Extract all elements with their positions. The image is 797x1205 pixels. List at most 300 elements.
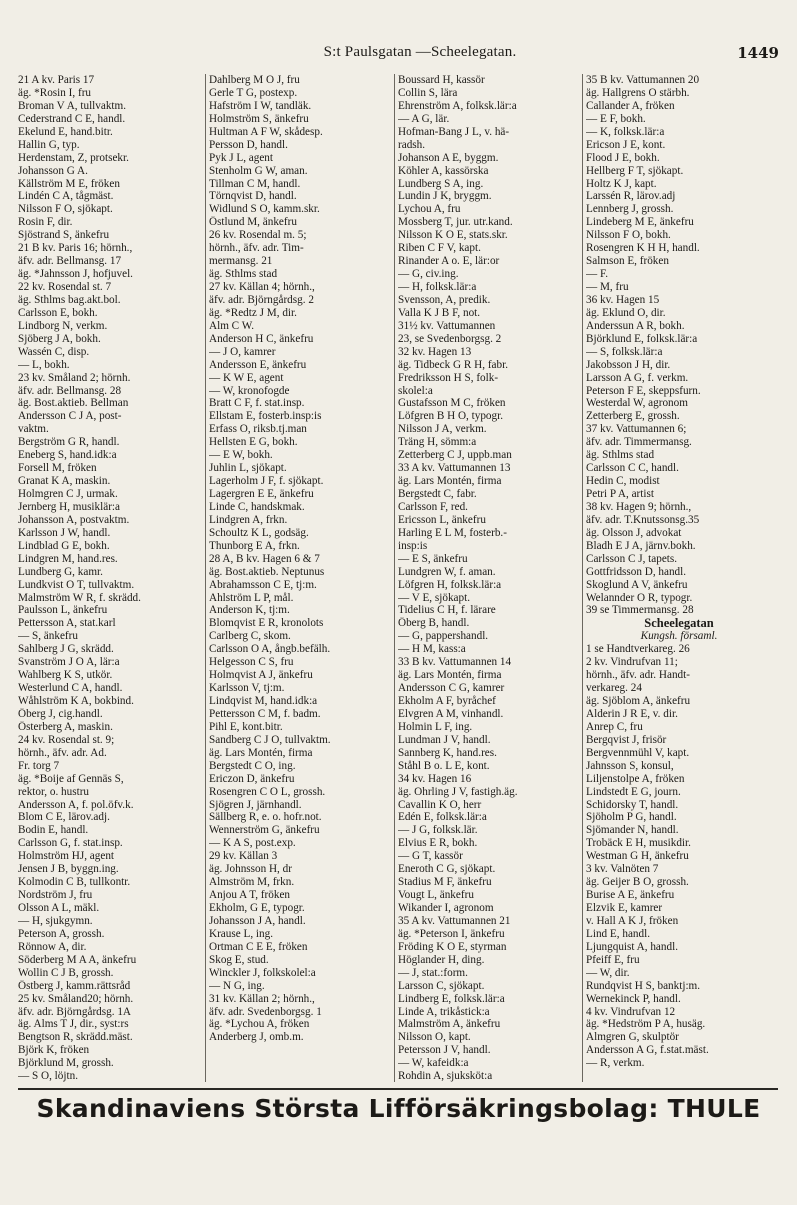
directory-entry: 28 A, B kv. Hagen 6 & 7 [209,552,320,565]
directory-entry: Holmström S, änkefru [209,112,309,125]
directory-entry: Skog E, stud. [209,953,269,966]
directory-entry: skolel:a [398,384,433,397]
directory-entry: Elvius E R, bokh. [398,837,478,850]
page-number: 1449 [737,44,779,62]
directory-entry: Fröding K O E, styrman [398,940,507,953]
directory-entry: Löfgren B H O, typogr. [398,410,504,423]
directory-entry: 34 kv. Hagen 16 [398,772,472,785]
directory-entry: 35 A kv. Vattumannen 21 [398,914,511,927]
directory-entry: Lennberg J, grossh. [586,203,674,216]
directory-entry: — E W, bokh. [209,449,273,462]
directory-entry: Hallin G, typ. [18,138,80,151]
directory-entry: äg. *Lychou A, fröken [209,1018,310,1031]
directory-entry: äfv. adr. Björngårdsg. 2 [209,293,314,306]
column-4 [582,74,772,1082]
directory-entry: Bengtson R, skrädd.mäst. [18,1031,133,1044]
directory-entry: äg. *Hedström P A, husäg. [586,1018,706,1031]
directory-entry: 27 kv. Källan 4; hörnh., [209,281,315,293]
directory-entry: Lind E, handl. [586,927,651,940]
directory-entry: Källström M E, fröken [18,177,120,190]
directory-entry: Löfgren H, folksk.lär:a [398,578,502,591]
directory-entry: äg. Sthlms bag.akt.bol. [18,293,121,306]
directory-entry: Nordström J, fru [18,889,93,902]
directory-entry: 23 kv. Småland 2; hörnh. [18,371,131,384]
directory-entry: Broman V A, tullvaktm. [18,99,127,112]
directory-entry: Lundin J K, bryggm. [398,190,492,203]
directory-entry: 22 kv. Rosendal st. 7 [18,281,112,293]
directory-entry: Holmgren C J, urmak. [18,488,118,500]
directory-entry: — K A S, post.exp. [209,837,296,850]
directory-entry: Bergstedt C, fabr. [398,488,477,500]
directory-entry: 23, se Svedenborgsg. 2 [398,332,502,345]
directory-entry: Carlberg C, skom. [209,630,291,643]
directory-entry: Andersson A G, f.stat.mäst. [586,1044,709,1057]
directory-entry: Söderberg M A A, änkefru [18,953,137,966]
directory-entry: 33 B kv. Vattumannen 14 [398,656,512,669]
footer-advertisement: Skandinaviens Största Lifförsäkringsbolag: THULE [36,1094,761,1123]
directory-entry: äg. Sjöblom A, änkefru [586,695,691,707]
directory-entry: Forsell M, fröken [18,462,97,475]
directory-entry: Ekelund E, hand.bitr. [18,125,113,138]
directory-entry: — J O, kamrer [209,345,276,358]
directory-entry: Burise A E, änkefru [586,889,675,902]
directory-entry: Holmström HJ, agent [18,850,115,863]
directory-entry: Kolmodin C B, tullkontr. [18,876,131,889]
directory-entry: äg. Bost.aktieb. Bellman [18,397,129,410]
directory-entry: Rosengren C O L, grossh. [209,785,326,798]
directory-entry: äfv. adr. Bellmansg. 17 [18,255,122,268]
directory-entry: Bergvennmühl V, kapt. [586,746,690,759]
directory-entry: Lindstedt E G, journ. [586,785,681,798]
directory-entry: Linde A, trikåstick:a [398,1005,490,1018]
directory-entry: Erfass O, riksb.tj.man [209,423,307,436]
directory-entry: Flood J E, bokh. [586,151,660,164]
directory-entry: Fredriksson H S, folk- [398,371,499,384]
directory-entry: Lagergren E E, änkefru [209,488,314,500]
directory-entry: äg. Sthlms stad [586,449,655,462]
directory-entry: — J G, folksk.lär. [398,824,478,837]
directory-entry: — M, fru [586,281,629,293]
directory-entry: äg. Alms T J, dir., syst:rs [18,1018,129,1031]
directory-entry: Nilsson F O, bokh. [586,229,671,242]
directory-entry: Blomqvist E R, kronolots [209,617,324,630]
directory-entry: Rinander A o. E, lär:or [398,255,500,268]
directory-entry: Tidelius C H, f. lärare [398,604,496,617]
directory-entry: Holmqvist A J, änkefru [209,669,313,682]
directory-entry: äfv. adr. T.Knutssonsg.35 [586,513,700,526]
directory-entry: Westerlund C A, handl. [18,682,123,695]
directory-entry: Cavallin K O, herr [398,798,482,811]
directory-entry: Jahnsson S, konsul, [586,759,674,772]
directory-entry: Liljenstolpe A, fröken [586,772,685,785]
directory-entry: Pettersson C M, f. badm. [209,707,321,720]
directory-entry: äfv. adr. Bellmansg. 28 [18,384,122,397]
directory-entry: äg. *Redtz J M, dir. [209,306,297,319]
directory-entry: Edén E, folksk.lär:a [398,811,487,824]
directory-entry: Larsson C, sjökapt. [398,979,485,992]
directory-entry: Bergqvist J, frisör [586,733,667,746]
directory-entry: Ericzon D, änkefru [209,772,295,785]
directory-entry: Paulsson L, änkefru [18,604,108,617]
directory-entry: Wahlberg K S, utkör. [18,669,113,682]
directory-entry: Gustafsson M C, fröken [398,397,506,410]
directory-entry: Lundberg S A, ing. [398,177,484,190]
directory-entry: Olsson A L, mäkl. [18,902,100,914]
directory-entry: Ekholm, G E, typogr. [209,902,305,914]
directory-entry: Öberg B, handl. [398,617,470,630]
directory-entry: Lindberg E, folksk.lär:a [398,992,505,1005]
directory-entry: Karlsson J W, handl. [18,526,111,539]
directory-entry: 2 kv. Vindrufvan 11; [586,656,678,669]
directory-entry: — H, sjukgymn. [18,914,93,927]
directory-entry: Jakobsson J H, dir. [586,358,671,371]
directory-entry: Carlsson C C, handl. [586,462,679,475]
directory-entry: Pfeiff E, fru [586,953,640,966]
directory-entry: Westman G H, änkefru [586,850,689,863]
directory-entry: äg. *Jahnsson J, hofjuvel. [18,268,133,281]
directory-entry: 3 kv. Valnöten 7 [586,863,659,876]
directory-entry: Ekholm A F, byråchef [398,695,496,707]
directory-entry: Larssén R, lärov.adj [586,190,676,203]
directory-entry: Cederstrand C E, handl. [18,112,126,125]
directory-entry: Carlsson E, bokh. [18,306,98,319]
directory-entry: Stenholm G W, aman. [209,164,308,177]
directory-entry: Lundberg G, kamr. [18,565,103,578]
directory-entry: 37 kv. Vattumannen 6; [586,423,687,436]
directory-entry: Herdenstam, Z, protsekr. [18,151,129,164]
directory-entry: Ellstam E, fosterb.insp:is [209,410,322,423]
directory-entry: Ortman C E E, fröken [209,940,308,953]
directory-entry: Eneberg S, hand.idk:a [18,449,117,462]
directory-entry: Ehrenström A, folksk.lär:a [398,99,517,112]
directory-entry: Riben C F V, kapt. [398,242,481,255]
directory-entry: Stadius M F, änkefru [398,876,492,889]
directory-entry: 26 kv. Rosendal m. 5; [209,229,307,242]
directory-entry: — V E, sjökapt. [398,591,470,604]
directory-entry: Höglander H, ding. [398,953,485,966]
directory-entry: Vougt L, änkefru [398,889,474,902]
directory-entry: Ahlström L P, mål. [209,591,294,604]
directory-entry: mermansg. 21 [209,255,273,268]
directory-entry: hörnh., äfv. adr. Tim- [209,242,304,255]
directory-entry: Holtz K J, kapt. [586,177,657,190]
directory-entry: Ljungquist A, handl. [586,940,678,953]
directory-entry: Johanson A E, byggm. [398,151,499,164]
directory-entry: Elzvik E, kamrer [586,902,663,914]
directory-entry: — G, civ.ing. [398,268,459,281]
directory-entry: Carlsson G, f. stat.insp. [18,837,123,850]
directory-entry: Malmström W R, f. skrädd. [18,591,141,604]
directory-entry: Törnqvist D, handl. [209,190,297,203]
directory-entry: Elvgren A M, vinhandl. [398,707,504,720]
directory-entry: — F. [586,268,609,281]
directory-entry: Östberg J, kamm.rättsråd [18,979,131,992]
directory-entry: Andersson E, änkefru [209,358,307,371]
directory-entry: Rönnow A, dir. [18,940,87,953]
directory-entry: Hedin C, modist [586,475,660,488]
directory-entry: Bergstedt C O, ing. [209,759,296,772]
directory-entry: Peterson A, grossh. [18,927,105,940]
directory-entry: Hellberg F T, sjökapt. [586,164,684,177]
directory-entry: äfv. adr. Timmermansg. [586,436,692,449]
directory-entry: — L, bokh. [18,358,70,371]
directory-entry: Krause L, ing. [209,927,274,940]
directory-entry: Anderson H C, änkefru [209,332,314,345]
directory-entry: hörnh., äfv. adr. Ad. [18,746,107,759]
directory-entry: Wikander I, agronom [398,902,494,914]
directory-entry: — K, folksk.lär:a [586,125,665,138]
directory-entry: Öberg J, cig.handl. [18,707,103,720]
directory-entry: Persson D, handl. [209,138,288,151]
directory-entry: — K W E, agent [209,371,284,384]
directory-entry: — R, verkm. [586,1057,645,1070]
directory-entry: Almgren G, skulptör [586,1031,679,1044]
directory-entry: äg. *Boije af Gennäs S, [18,772,124,785]
directory-entry: Westerdal W, agronom [586,397,688,410]
column-1 [18,74,200,1082]
directory-entry: Callander A, fröken [586,99,675,112]
directory-entry: insp:is [398,539,428,552]
directory-entry: Jernberg H, musiklär:a [18,500,121,513]
directory-entry: — S, folksk.lär:a [586,345,663,358]
directory-entry: 1 se Handtverkareg. 26 [586,643,690,656]
directory-entry: Sannberg K, hand.res. [398,746,497,759]
directory-entry: äg. Geijer B O, grossh. [586,876,689,889]
directory-entry: Malmström A, änkefru [398,1018,501,1031]
directory-entry: Sjögren J, järnhandl. [209,798,302,811]
directory-entry: Nilsson K O E, stats.skr. [398,229,508,242]
directory-entry: Skoglund A V, änkefru [586,578,688,591]
directory-entry: Johansson J A, handl. [209,914,306,927]
column-3 [394,74,578,1082]
directory-entry: Andersson C G, kamrer [398,682,505,695]
directory-entry: Sjöstrand S, änkefru [18,229,110,242]
directory-entry: äg. Sthlms stad [209,268,278,281]
directory-entry: Wassén C, disp. [18,345,90,358]
directory-entry: Boussard H, kassör [398,74,485,86]
page-title: S:t Paulsgatan —Scheelegatan. [323,44,517,60]
directory-entry: — G, pappershandl. [398,630,489,643]
directory-entry: Granat K A, maskin. [18,475,111,488]
directory-entry: Björk K, fröken [18,1044,90,1057]
directory-entry: Rohdin A, sjuksköt:a [398,1070,493,1082]
directory-entry: — S, änkefru [18,630,78,643]
directory-entry: — G T, kassör [398,850,463,863]
directory-entry: Wennerström G, änkefru [209,824,320,837]
directory-entry: Schoultz K L, godsäg. [209,526,309,539]
directory-entry: Nilsson J A, verkm. [398,423,487,436]
directory-entry: Rosengren K H H, handl. [586,242,700,255]
directory-entry: Lundgren W, f. aman. [398,565,496,578]
directory-entry: 36 kv. Hagen 15 [586,293,660,306]
directory-entry: v. Hall A K J, fröken [586,914,679,927]
directory-entry: Petersson J V, handl. [398,1044,491,1057]
directory-entry: Zetterberg C J, uppb.man [398,449,512,462]
directory-entry: Träng H, sömm:a [398,436,477,449]
directory-entry: äg. Bost.aktieb. Neptunus [209,565,325,578]
directory-entry: Thunborg E A, frkn. [209,539,300,552]
directory-entry: Carlsson O A, ångb.befälh. [209,643,331,656]
directory-entry: Mossberg T, jur. utr.kand. [398,216,513,229]
directory-entry: Anjou A T, fröken [209,889,290,902]
directory-entry: Sällberg R, e. o. hofr.not. [209,811,322,824]
directory-entry: äg. Hallgrens O stärbh. [586,86,690,99]
directory-entry: äg. Eklund O, dir. [586,306,666,319]
directory-entry: Almström M, frkn. [209,876,295,889]
directory-entry: Andersson A, f. pol.öfv.k. [18,798,134,811]
directory-entry: 38 kv. Hagen 9; hörnh., [586,500,692,513]
directory-entry: — W, kafeidk:a [398,1057,469,1070]
directory-entry: — W, kronofogde [209,384,290,397]
directory-entry: Björklund E, folksk.lär:a [586,332,698,345]
directory-entry: Sahlberg J G, skrädd. [18,643,114,656]
directory-entry: Abrahamsson C E, tj:m. [209,578,317,591]
directory-entry: — J, stat.:form. [398,966,468,979]
directory-entry: Hafström I W, tandläk. [209,99,312,112]
directory-entry: — H M, kass:a [398,643,466,656]
directory-entry: Juhlin L, sjökapt. [209,462,287,475]
directory-entry: Harling E L M, fosterb.- [398,526,507,539]
directory-entry: 35 B kv. Vattumannen 20 [586,74,700,86]
directory-entry: Anderssun A R, bokh. [586,319,685,332]
directory-entry: Sjömander N, handl. [586,824,679,837]
directory-entry: äg. Ohrling J V, fastigh.äg. [398,785,518,798]
directory-entry: Johansson G A. [18,164,88,177]
directory-entry: äg. *Rosin I, fru [18,86,92,99]
directory-entry: äg. Lars Montén, firma [398,669,502,682]
directory-entry: 31 kv. Källan 2; hörnh., [209,992,315,1005]
directory-entry: Björklund M, grossh. [18,1057,114,1070]
directory-entry: Anrep C, fru [586,720,643,733]
directory-entry: 21 B kv. Paris 16; hörnh., [18,242,133,255]
directory-entry: Östlund M, änkefru [209,216,297,229]
directory-entry: rektor, o. hustru [18,785,90,798]
directory-entry: Wernekinck P, handl. [586,992,681,1005]
directory-entry: Pyk J L, agent [209,151,274,164]
directory-entry: Larsson A G, f. verkm. [586,371,689,384]
directory-entry: Hultman A F W, skådesp. [209,125,323,138]
directory-entry: Lindqvist M, hand.idk:a [209,695,318,707]
directory-entry: Pihl E, kont.bitr. [209,720,283,733]
directory-entry: Gerle T G, postexp. [209,86,298,99]
directory-entry: Köhler A, kassörska [398,164,489,177]
directory-entry: Linde C, handskmak. [209,500,305,513]
directory-entry: Alm C W. [209,319,255,332]
directory-entry: Anderson K, tj:m. [209,604,290,617]
directory-entry: — A G, lär. [398,112,450,125]
directory-entry: Österberg A, maskin. [18,720,113,733]
directory-entry: Lagerholm J F, f. sjökapt. [209,475,324,488]
directory-entry: Lundkvist O T, tullvaktm. [18,578,135,591]
directory-entry: Welannder O R, typogr. [586,591,693,604]
directory-entry: 39 se Timmermansg. 28 [586,604,694,617]
directory-entry: äg. Johnsson H, dr [209,863,292,876]
directory-entry: Svanström J O A, lär:a [18,656,120,669]
directory-entry: Johansson A, postvaktm. [18,513,130,526]
directory-entry: 25 kv. Småland20; hörnh. [18,992,134,1005]
directory-entry: Lindgren A, frkn. [209,513,288,526]
directory-entry: Zetterberg E, grossh. [586,410,680,423]
directory-entry: 33 A kv. Vattumannen 13 [398,462,511,475]
directory-entry: radsh. [398,138,426,151]
directory-entry: Rosin F, dir. [18,216,73,229]
directory-entry: 29 kv. Källan 3 [209,850,278,863]
directory-entry: Dahlberg M O J, fru [209,74,300,86]
directory-entry: äg. *Peterson I, änkefru [398,927,505,940]
directory-entry: — E F, bokh. [586,112,646,125]
directory-entry: Bodin E, handl. [18,824,89,837]
directory-entry: Sandberg C J O, tullvaktm. [209,733,331,746]
directory-entry: Collin S, lära [398,86,458,99]
directory-entry: Sjöberg J A, bokh. [18,332,101,345]
directory-entry: Petri P A, artist [586,488,654,500]
directory-entry: Bratt C F, f. stat.insp. [209,397,305,410]
directory-entry: — E S, änkefru [398,552,468,565]
directory-entry: Gottfridsson D, handl. [586,565,687,578]
directory-entry: Rundqvist H S, banktj:m. [586,979,701,992]
directory-entry: Bladh E J A, järnv.bokh. [586,539,696,552]
directory-entry: 24 kv. Rosendal st. 9; [18,733,115,746]
directory-entry: Trobäck E H, musikdir. [586,837,691,850]
directory-entry: Lindblad G E, bokh. [18,539,110,552]
directory-entry: Valla K J B F, not. [398,306,481,319]
directory-entry: äfv. adr. Björngårdsg. 1A [18,1005,131,1018]
directory-entry: 32 kv. Hagen 13 [398,345,472,358]
directory-entry: Andersson C J A, post- [18,410,122,423]
directory-entry: Lychou A, fru [398,203,461,216]
directory-entry: Alderin J R E, v. dir. [586,707,678,720]
directory-entry: Holmin L F, ing. [398,720,473,733]
directory-entry: Salmson E, fröken [586,255,669,268]
directory-entry: Hellsten E G, bokh. [209,436,298,449]
directory-entry: Jensen J B, byggn.ing. [18,863,119,876]
directory-entry: Nilsson O, kapt. [398,1031,471,1044]
directory-entry: Lindén C A, tågmäst. [18,190,114,203]
directory-entry: Lundman J V, handl. [398,733,491,746]
directory-entry: Winckler J, folkskolel:a [209,966,316,979]
directory-entry: — H, folksk.lär:a [398,281,477,293]
directory-entry: Ericson J E, kont. [586,138,666,151]
directory-entry: 31½ kv. Vattumannen [398,319,496,332]
directory-entry: äg. Tidbeck G R H, fabr. [398,358,509,371]
directory-entry: Anderberg J, omb.m. [209,1031,304,1044]
directory-entry: Tillman C M, handl. [209,177,301,190]
directory-entry: Widlund S O, kamm.skr. [209,203,320,216]
directory-entry: vaktm. [18,423,49,436]
directory-entry: hörnh., äfv. adr. Handt- [586,669,690,682]
directory-entry: Wollin C J B, grossh. [18,966,114,979]
directory-entry: — N G, ing. [209,979,265,992]
directory-entry: Kungsh. församl. [640,630,718,643]
directory-entry: — W, dir. [586,966,630,979]
directory-entry: Lindgren M, hand.res. [18,552,118,565]
directory-entry: Eneroth C G, sjökapt. [398,863,496,876]
directory-entry: Peterson F E, skeppsfurn. [586,384,701,397]
directory-entry: äfv. adr. Svedenborgsg. 1 [209,1005,322,1018]
directory-columns [18,74,788,1082]
page-header [0,44,797,64]
directory-entry: Ståhl B o. L E, kont. [398,759,490,772]
directory-entry: Blom C E, lärov.adj. [18,811,110,824]
directory-entry: Wåhlström K A, bokbind. [18,695,134,707]
directory-entry: äg. Lars Montén, firma [209,746,313,759]
directory-entry: Carlsson F, red. [398,500,468,513]
directory-entry: Helgesson C S, fru [209,656,294,669]
directory-entry: Ericsson L, änkefru [398,513,486,526]
directory-entry: — S O, löjtn. [18,1070,78,1082]
directory-entry: Lindborg N, verkm. [18,319,108,332]
directory-entry: 21 A kv. Paris 17 [18,74,95,86]
